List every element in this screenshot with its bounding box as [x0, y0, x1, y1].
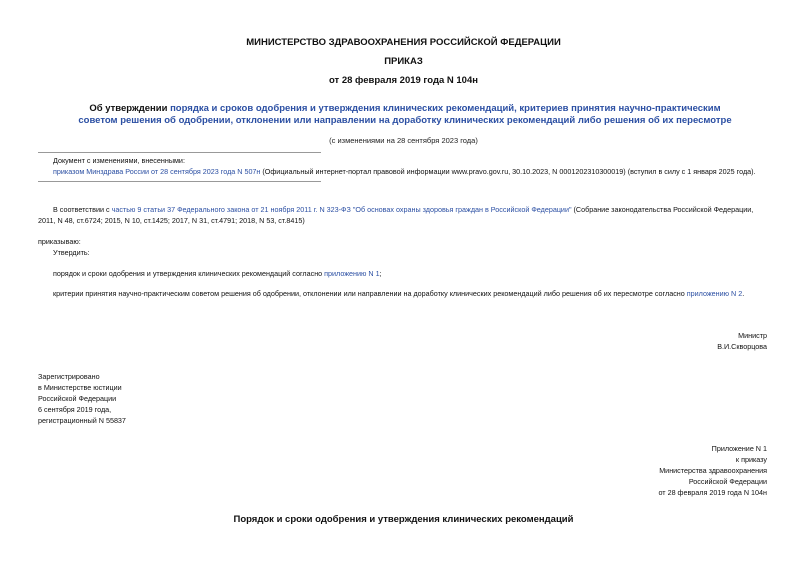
federal-law-link[interactable]: частью 9 статьи 37 Федерального закона от 21 ноября 2011 г. N 323-ФЗ "Об основах охраны здоровья граждан в Российской Федерации": [111, 205, 572, 214]
signature-name: В.И.Скворцова: [717, 342, 767, 351]
order-word: приказываю:: [38, 237, 81, 246]
appendix-line-3: Министерства здравоохранения: [659, 466, 767, 475]
appendix-line-4: Российской Федерации: [688, 477, 767, 486]
preamble-line-1: [53, 204, 793, 215]
title-prefix: Об утверждении: [89, 103, 171, 114]
registration-line-4: 6 сентября 2019 года,: [38, 405, 112, 414]
amendment-note: (с изменениями на 28 сентября 2023 года): [329, 136, 478, 145]
ministry-heading: МИНИСТЕРСТВО ЗДРАВООХРАНЕНИЯ РОССИЙСКОЙ ФЕДЕРАЦИИ: [246, 37, 561, 48]
item-2: [53, 288, 803, 299]
appendix-line-1: Приложение N 1: [711, 444, 767, 453]
registration-line-1: Зарегистрировано: [38, 372, 100, 381]
section-title: Порядок и сроки одобрения и утверждения клинических рекомендаций: [233, 514, 574, 525]
preamble-line-2: 2011, N 48, ст.6724; 2015, N 10, ст.1425; 2017, N 31, ст.4791; 2018, N 53, ст.8415): [38, 216, 305, 225]
amendment-source: (Официальный интернет-портал правовой информации www.pravo.gov.ru, 30.10.2023, N 0001202310300019) (вступил в силу с 1 января 2025 года).: [260, 167, 756, 176]
document-type-heading: ПРИКАЗ: [384, 56, 423, 67]
signature-title: Министр: [738, 331, 767, 340]
item-1: [53, 268, 793, 279]
appendix-line-5: от 28 февраля 2019 года N 104н: [658, 488, 767, 497]
amendment-doc-line: [53, 166, 793, 177]
amendment-doc-label: Документ с изменениями, внесенными:: [53, 156, 185, 165]
divider-top: [38, 152, 321, 153]
appendix-line-2: к приказу: [735, 455, 767, 464]
preamble-start: В соответствии с: [53, 205, 112, 214]
registration-line-2: в Министерстве юстиции: [38, 383, 122, 392]
item-2-end: .: [742, 289, 745, 298]
divider-bottom: [38, 181, 321, 182]
document-date-number: от 28 февраля 2019 года N 104н: [328, 75, 478, 86]
registration-line-3: Российской Федерации: [38, 394, 117, 403]
title-link[interactable]: порядка и сроков одобрения и утверждения клинических рекомендаций, критериев принятия научно-практическим советом решения об одобрении, отклонении или направлении на доработку клинических рекомендаций либо решения об их пересмотре: [78, 103, 732, 126]
approve-word: Утвердить:: [53, 248, 90, 257]
item-1-end: ;: [379, 269, 382, 278]
item-1-text: порядок и сроки одобрения и утверждения клинических рекомендаций согласно: [53, 269, 325, 278]
registration-line-5: регистрационный N 55837: [38, 416, 126, 425]
preamble-rest: (Собрание законодательства Российской Федерации,: [571, 205, 754, 214]
appendix-2-link[interactable]: приложению N 2: [686, 289, 743, 298]
appendix-1-link[interactable]: приложению N 1: [324, 269, 380, 278]
amending-order-link[interactable]: приказом Минздрава России от 28 сентября 2023 года N 507н: [53, 167, 261, 176]
item-2-text: критерии принятия научно-практическим советом решения об одобрении, отклонении или направлении на доработку клинических рекомендаций либо решения об их пересмотре согласно: [53, 289, 687, 298]
document-title: [70, 103, 740, 127]
